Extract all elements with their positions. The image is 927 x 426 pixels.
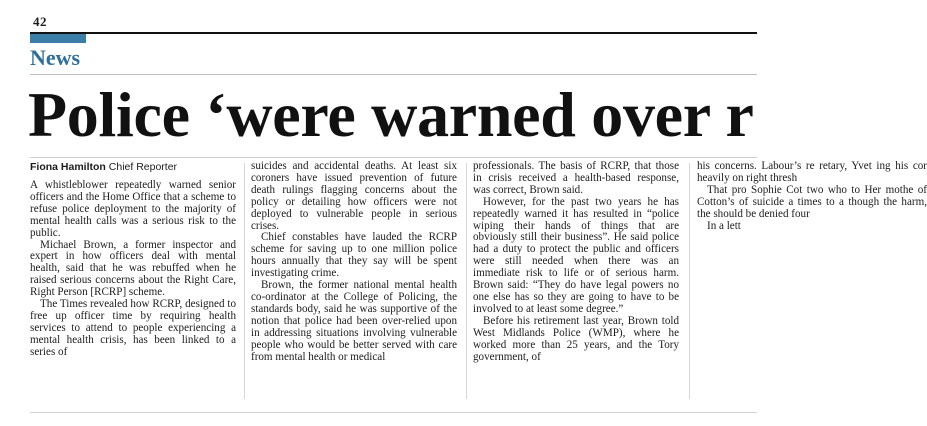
top-rule (30, 32, 757, 34)
headline: Police ‘were warned over r (28, 79, 754, 150)
paragraph: However, for the past two years he has repeatedly warned it has resulted in “police wiping their hands of things that are obviously still their business”. He said police had a duty to protect the public and officers were still needed when there was an immediate risk to life or of serious harm. Brown said: “They do have legal powers no one else has so they are going to have to be involved to at least some degree.” (473, 195, 679, 315)
paragraph: In a lett (707, 219, 741, 232)
paragraph: Before his retirement last year, Brown told West Midlands Police (WMP), where he worked more than 25 years, and the Tory government, of (473, 314, 679, 363)
section-accent-bar (30, 34, 86, 43)
article-column-4 (697, 161, 927, 401)
paragraph: professionals. The basis of RCRP, that those in crisis received a health-based response, was correct, Brown said. (473, 160, 679, 196)
paragraph: Brown, the former national mental health co-ordinator at the College of Policing, the standards body, said he was supportive of the notion that police had been over-relied upon in addressing situations involving vulnerable people who would be better served with care from mental health or medical (251, 279, 457, 363)
byline-role: Chief Reporter (108, 161, 178, 173)
headline-rule (30, 157, 757, 158)
paragraph: Michael Brown, a former inspector and expert in how officers deal with mental health, said that he was rebuffed when he raised serious concerns about the Right Care, Right Person [RCRP] scheme. (30, 238, 236, 299)
paragraph: his concerns. Labour’s re retary, Yvet ing his cor heavily on right thresh (697, 160, 927, 184)
paragraph: Chief constables have lauded the RCRP scheme for saving up to one million police hours annually that they say will be spent investigating crime. (251, 231, 457, 280)
article-column-3 (473, 161, 679, 401)
column-divider (466, 163, 467, 399)
column-divider (244, 163, 245, 399)
bottom-rule (30, 412, 757, 413)
byline (30, 161, 236, 173)
column-divider (689, 163, 690, 399)
article-column-2 (251, 161, 457, 401)
paragraph: suicides and accidental deaths. At least six coroners have issued prevention of future death rulings flagging concerns about the policy or detailing how officers were not deployed to vulnerable people in serious crises. (251, 160, 457, 232)
section-label: News (30, 45, 81, 70)
paragraph: The Times revealed how RCRP, designed to free up officer time by requiring health services to attend to people experiencing a mental health crisis, has been linked to a series of (30, 298, 236, 358)
paragraph: A whistleblower repeatedly warned senior officers and the Home Office that a scheme to refuse police deployment to the majority of mental health calls was a serious risk to the public. (30, 179, 236, 239)
page-number: 42 (33, 14, 47, 29)
paragraph: That pro Sophie Cot two who to Her mothe of Cotton’s of suicide a times to a though the harm, the should be denied four (697, 183, 927, 220)
article-column-1 (30, 161, 236, 401)
section-rule (30, 74, 757, 75)
byline-author: Fiona Hamilton (30, 161, 106, 173)
